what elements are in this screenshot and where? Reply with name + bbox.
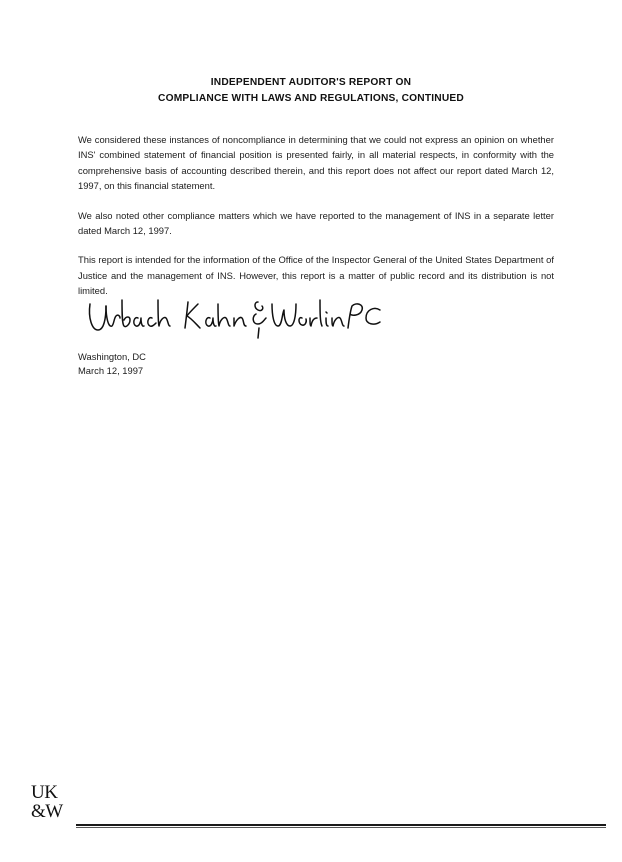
report-title: [0, 75, 622, 107]
footer-rule-thin: [76, 827, 606, 828]
title-line-1: INDEPENDENT AUDITOR'S REPORT ON: [210, 77, 412, 88]
paragraph-other-matters: We also noted other compliance matters which we have reported to the management of INS in a separate letter dated March 12, 1997.: [78, 209, 554, 237]
signature-location: Washington, DC: [78, 351, 146, 362]
firm-logo: [31, 783, 69, 821]
title-line-2: COMPLIANCE WITH LAWS AND REGULATIONS, CONTINUED: [158, 93, 464, 104]
paragraph-distribution: This report is intended for the information of the Office of the Inspector General of the United States Department of Justice and the management of INS. However, this report is a matter of public record and its distribution is not limited.: [78, 254, 554, 297]
logo-line-2: &W: [31, 801, 63, 822]
signature-date: March 12, 1997: [78, 365, 144, 376]
report-body: [78, 132, 554, 313]
footer-rule-thick: [76, 824, 606, 826]
handwritten-signature: [86, 290, 386, 346]
logo-line-1: UK: [31, 782, 58, 803]
signature-block: [78, 350, 146, 378]
paragraph-noncompliance: We considered these instances of noncompliance in determining that we could not express an opinion on whether INS' combined statement of financial position is presented fairly, in all material respects, in conformity with the comprehensive basis of accounting described therein, and this report does not affect our report dated March 12, 1997, on this financial statement.: [78, 134, 554, 192]
footer-rule: [76, 824, 606, 828]
